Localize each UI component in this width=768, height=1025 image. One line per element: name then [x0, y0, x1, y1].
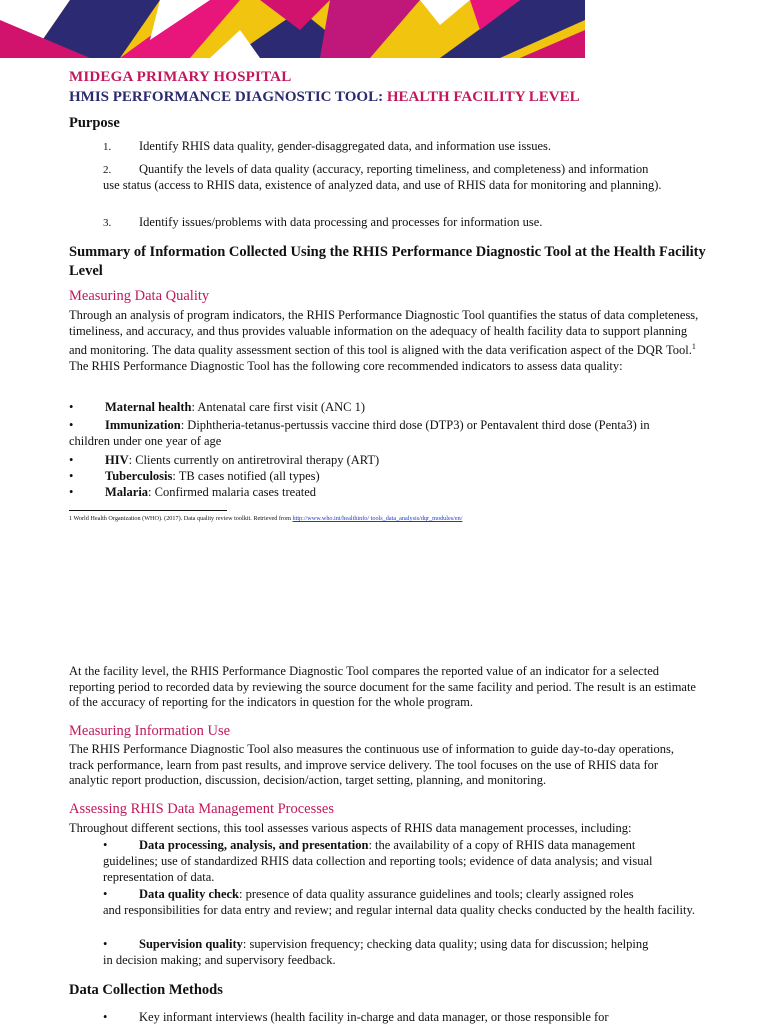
data-quality-text-cont: The RHIS Performance Diagnostic Tool has the following core recommended indicators to assess data quality: — [69, 358, 623, 373]
indicator-text: : Confirmed malaria cases treated — [148, 485, 317, 499]
indicator-list — [69, 399, 709, 500]
management-item — [103, 936, 698, 968]
bullet: • — [69, 400, 74, 414]
indicator-text: : Diphtheria-tetanus-pertussis vaccine third dose (DTP3) or Pentavalent third dose (Penta3) in — [180, 418, 650, 432]
footnote-text: 1 World Health Organization (WHO). (2017). Data quality review toolkit. Retrieved from — [69, 515, 293, 522]
management-item-text: : supervision frequency; checking data quality; using data for discussion; helping — [242, 937, 649, 951]
data-quality-text: Through an analysis of program indicators, the RHIS Performance Diagnostic Tool quantifies the status of data completeness, timeliness, and accuracy, and thus provides valuable information on the adequacy of health facility data to support planning and monitoring. The data quality assessment section of this tool is aligned with the data verification aspect of the DQR Tool. — [69, 308, 699, 358]
bullet: • — [69, 485, 74, 499]
bullet: • — [103, 937, 108, 951]
footnote-divider — [69, 510, 227, 511]
collection-heading: Data Collection Methods — [69, 982, 223, 998]
indicator-item — [69, 484, 709, 500]
indicator-item — [69, 468, 709, 484]
management-item-label: Supervision quality — [139, 937, 243, 951]
collection-item-text: Key informant interviews (health facility in-charge and data manager, or those responsible for — [139, 1010, 609, 1024]
purpose-item-number: 2. — [103, 164, 112, 176]
indicator-item — [69, 417, 709, 449]
decorative-banner — [0, 0, 585, 58]
information-use-heading: Measuring Information Use — [69, 723, 231, 739]
purpose-heading: Purpose — [69, 115, 120, 131]
management-item-text-cont: in decision making; and supervisory feedback. — [103, 953, 336, 967]
footnote-reference: 1 — [691, 342, 696, 352]
management-item-label: Data processing, analysis, and presentation — [139, 838, 369, 852]
facility-paragraph: At the facility level, the RHIS Performance Diagnostic Tool compares the reported value of an indicator for a selected reporting period to recorded data by reviewing the source document for the same facility and period. The result is an estimate of the accuracy of reporting for the indicators in question for the whole program. — [69, 664, 696, 710]
management-item — [103, 886, 698, 918]
indicator-label: Malaria — [105, 485, 149, 499]
tool-title-level: HEALTH FACILITY LEVEL — [386, 89, 580, 105]
footnote — [69, 515, 462, 522]
indicator-text: : Clients currently on antiretroviral therapy (ART) — [128, 453, 380, 467]
indicator-text-cont: children under one year of age — [69, 434, 222, 448]
collection-item — [103, 1009, 698, 1025]
bullet: • — [103, 838, 108, 852]
indicator-item — [69, 399, 709, 415]
purpose-item-text: Identify issues/problems with data processing and processes for information use. — [139, 215, 543, 229]
management-intro: Throughout different sections, this tool assesses various aspects of RHIS data management processes, including: — [69, 821, 632, 835]
purpose-item — [103, 215, 693, 231]
organization-name: MIDEGA PRIMARY HOSPITAL — [69, 69, 292, 85]
purpose-item-number: 1. — [103, 141, 112, 153]
management-item — [103, 837, 698, 885]
management-item-text: : the availability of a copy of RHIS data management — [368, 838, 636, 852]
bullet: • — [103, 887, 108, 901]
tool-title-prefix: HMIS PERFORMANCE DIAGNOSTIC TOOL: — [69, 89, 384, 105]
management-item-label: Data quality check — [139, 887, 239, 901]
management-item-text-cont: and responsibilities for data entry and review; and regular internal data quality checks conducted by the health facility. — [103, 903, 696, 917]
indicator-label: Immunization — [105, 418, 181, 432]
bullet: • — [69, 453, 74, 467]
indicator-item — [69, 452, 709, 468]
bullet: • — [69, 469, 74, 483]
purpose-item — [103, 162, 703, 193]
bullet: • — [103, 1010, 108, 1024]
tool-title — [69, 89, 580, 106]
indicator-label: Maternal health — [105, 400, 192, 414]
management-item-text-cont: guidelines; use of standardized RHIS data collection and reporting tools; evidence of data analysis; and visual representation of data. — [103, 854, 653, 884]
summary-heading: Summary of Information Collected Using the RHIS Performance Diagnostic Tool at the Health Facility Level — [69, 244, 706, 279]
indicator-text: : Antenatal care first visit (ANC 1) — [191, 400, 366, 414]
purpose-item-text: Identify RHIS data quality, gender-disaggregated data, and information use issues. — [139, 139, 552, 153]
data-quality-heading: Measuring Data Quality — [69, 288, 210, 304]
purpose-item-text: Quantify the levels of data quality (accuracy, reporting timeliness, and completeness) and information — [139, 162, 649, 176]
purpose-item-text-cont: use status (access to RHIS data, existence of analyzed data, and use of RHIS data for monitoring and planning). — [103, 178, 662, 192]
purpose-item — [103, 139, 693, 155]
indicator-text: : TB cases notified (all types) — [172, 469, 320, 483]
data-quality-paragraph — [69, 308, 699, 375]
information-use-paragraph: The RHIS Performance Diagnostic Tool also measures the continuous use of information to guide day-to-day operations, track performance, learn from past results, and improve service delivery. The tool focuses on the use of RHIS data for analytic report production, discussion, decision/action, target setting, planning, and monitoring. — [69, 742, 675, 788]
footnote-link[interactable]: http://www.who.int/healthinfo/ tools_data_analysis/dqr_modules/en/ — [292, 515, 463, 522]
bullet: • — [69, 418, 74, 432]
indicator-label: Tuberculosis — [105, 469, 173, 483]
purpose-item-number: 3. — [103, 217, 112, 229]
management-heading: Assessing RHIS Data Management Processes — [69, 801, 334, 817]
indicator-label: HIV — [105, 453, 129, 467]
management-item-text: : presence of data quality assurance guidelines and tools; clearly assigned roles — [239, 887, 634, 901]
